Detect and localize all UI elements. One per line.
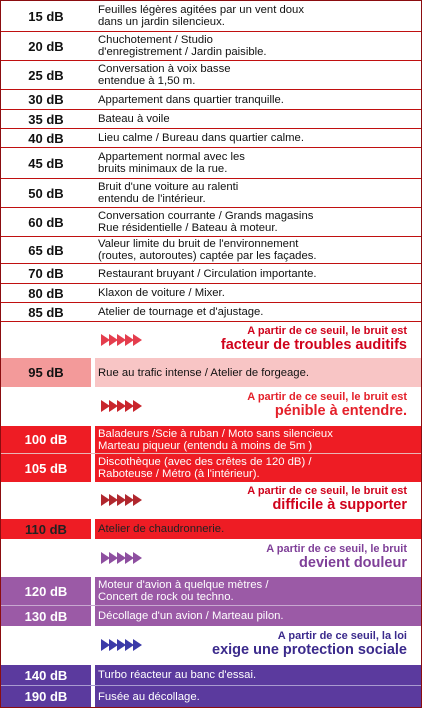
row-50db [1, 179, 421, 207]
threshold-hard-to-bear [1, 482, 421, 518]
row-30db [1, 90, 421, 109]
db-value: 35 dB [1, 110, 91, 128]
db-value: 45 dB [1, 148, 91, 178]
row-description: Conversation courrante / Grands magasins Rue résidentielle / Bateau à moteur. [95, 208, 421, 236]
db-value: 60 dB [1, 208, 91, 236]
row-130db [1, 606, 421, 626]
row-description: Feuilles légères agitées par un vent doux dans un jardin silencieux. [95, 1, 421, 31]
row-105db [1, 454, 421, 482]
db-value: 95 dB [1, 358, 91, 387]
db-value: 85 dB [1, 303, 91, 321]
row-80db [1, 284, 421, 302]
row-20db [1, 32, 421, 60]
threshold-hearing-damage [1, 322, 421, 357]
row-description: Bruit d'une voiture au ralenti entendu de l'intérieur. [95, 179, 421, 207]
db-value: 25 dB [1, 61, 91, 89]
row-description: Décollage d'un avion / Marteau pilon. [95, 606, 421, 626]
arrow-icon [133, 639, 142, 651]
db-value: 105 dB [1, 454, 91, 482]
row-45db [1, 148, 421, 178]
db-value: 130 dB [1, 606, 91, 626]
row-140db [1, 665, 421, 685]
row-40db [1, 129, 421, 147]
row-110db [1, 519, 421, 539]
db-value: 20 dB [1, 32, 91, 60]
threshold-intro: A partir de ce seuil, le bruit est [247, 325, 407, 337]
row-description: Moteur d'avion à quelque mètres / Concert de rock ou techno. [95, 577, 421, 605]
db-value: 190 dB [1, 686, 91, 707]
row-description: Valeur limite du bruit de l'environnement (routes, autoroutes) captée par les façades. [95, 237, 421, 263]
threshold-intro: A partir de ce seuil, le bruit est [247, 485, 407, 497]
row-25db [1, 61, 421, 89]
db-value: 30 dB [1, 90, 91, 109]
row-120db [1, 577, 421, 605]
threshold-intro: A partir de ce seuil, le bruit [266, 543, 407, 555]
db-value: 110 dB [1, 519, 91, 539]
row-65db [1, 237, 421, 263]
db-value: 50 dB [1, 179, 91, 207]
arrow-icons [101, 494, 141, 506]
db-value: 80 dB [1, 284, 91, 302]
row-description: Rue au trafic intense / Atelier de forgeage. [95, 358, 421, 387]
threshold-legal-protection [1, 626, 421, 664]
threshold-heading: pénible à entendre. [274, 403, 407, 419]
arrow-icon [133, 400, 142, 412]
db-value: 15 dB [1, 1, 91, 31]
threshold-intro: A partir de ce seuil, le bruit est [247, 391, 407, 403]
arrow-icons [101, 552, 141, 564]
row-description: Appartement normal avec les bruits minimaux de la rue. [95, 148, 421, 178]
threshold-pain [1, 539, 421, 576]
threshold-heading: facteur de troubles auditifs [220, 337, 407, 353]
db-value: 65 dB [1, 237, 91, 263]
row-15db [1, 1, 421, 31]
row-description: Turbo réacteur au banc d'essai. [95, 665, 421, 685]
db-value: 40 dB [1, 129, 91, 147]
row-description: Atelier de tournage et d'ajustage. [95, 303, 421, 321]
row-description: Atelier de chaudronnerie. [95, 519, 421, 539]
db-value: 140 dB [1, 665, 91, 685]
row-description: Baladeurs /Scie à ruban / Moto sans silencieux Marteau piqueur (entendu à moins de 5m ) [95, 426, 421, 453]
row-85db [1, 303, 421, 321]
row-description: Klaxon de voiture / Mixer. [95, 284, 421, 302]
db-value: 100 dB [1, 426, 91, 453]
row-60db [1, 208, 421, 236]
threshold-intro: A partir de ce seuil, la loi [277, 630, 407, 642]
row-description: Conversation à voix basse entendue à 1,50 m. [95, 61, 421, 89]
row-description: Bateau à voile [95, 110, 421, 128]
arrow-icon [133, 552, 142, 564]
row-description: Chuchotement / Studio d'enregistrement / Jardin paisible. [95, 32, 421, 60]
arrow-icons [101, 639, 141, 651]
row-95db [1, 358, 421, 387]
threshold-heading: exige une protection sociale [212, 642, 407, 658]
arrow-icons [101, 334, 141, 346]
row-35db [1, 110, 421, 128]
row-description: Discothèque (avec des crêtes de 120 dB) / Raboteuse / Métro (à l'intérieur). [95, 454, 421, 482]
db-value: 70 dB [1, 264, 91, 283]
row-description: Appartement dans quartier tranquille. [95, 90, 421, 109]
threshold-heading: devient douleur [299, 555, 407, 571]
row-100db [1, 426, 421, 453]
arrow-icons [101, 400, 141, 412]
arrow-icon [133, 334, 142, 346]
row-description: Fusée au décollage. [95, 686, 421, 707]
threshold-heading: difficile à supporter [272, 497, 407, 513]
row-description: Restaurant bruyant / Circulation importante. [95, 264, 421, 283]
row-description: Lieu calme / Bureau dans quartier calme. [95, 129, 421, 147]
arrow-icon [133, 494, 142, 506]
threshold-painful [1, 387, 421, 425]
row-70db [1, 264, 421, 283]
db-value: 120 dB [1, 577, 91, 605]
row-190db [1, 686, 421, 707]
